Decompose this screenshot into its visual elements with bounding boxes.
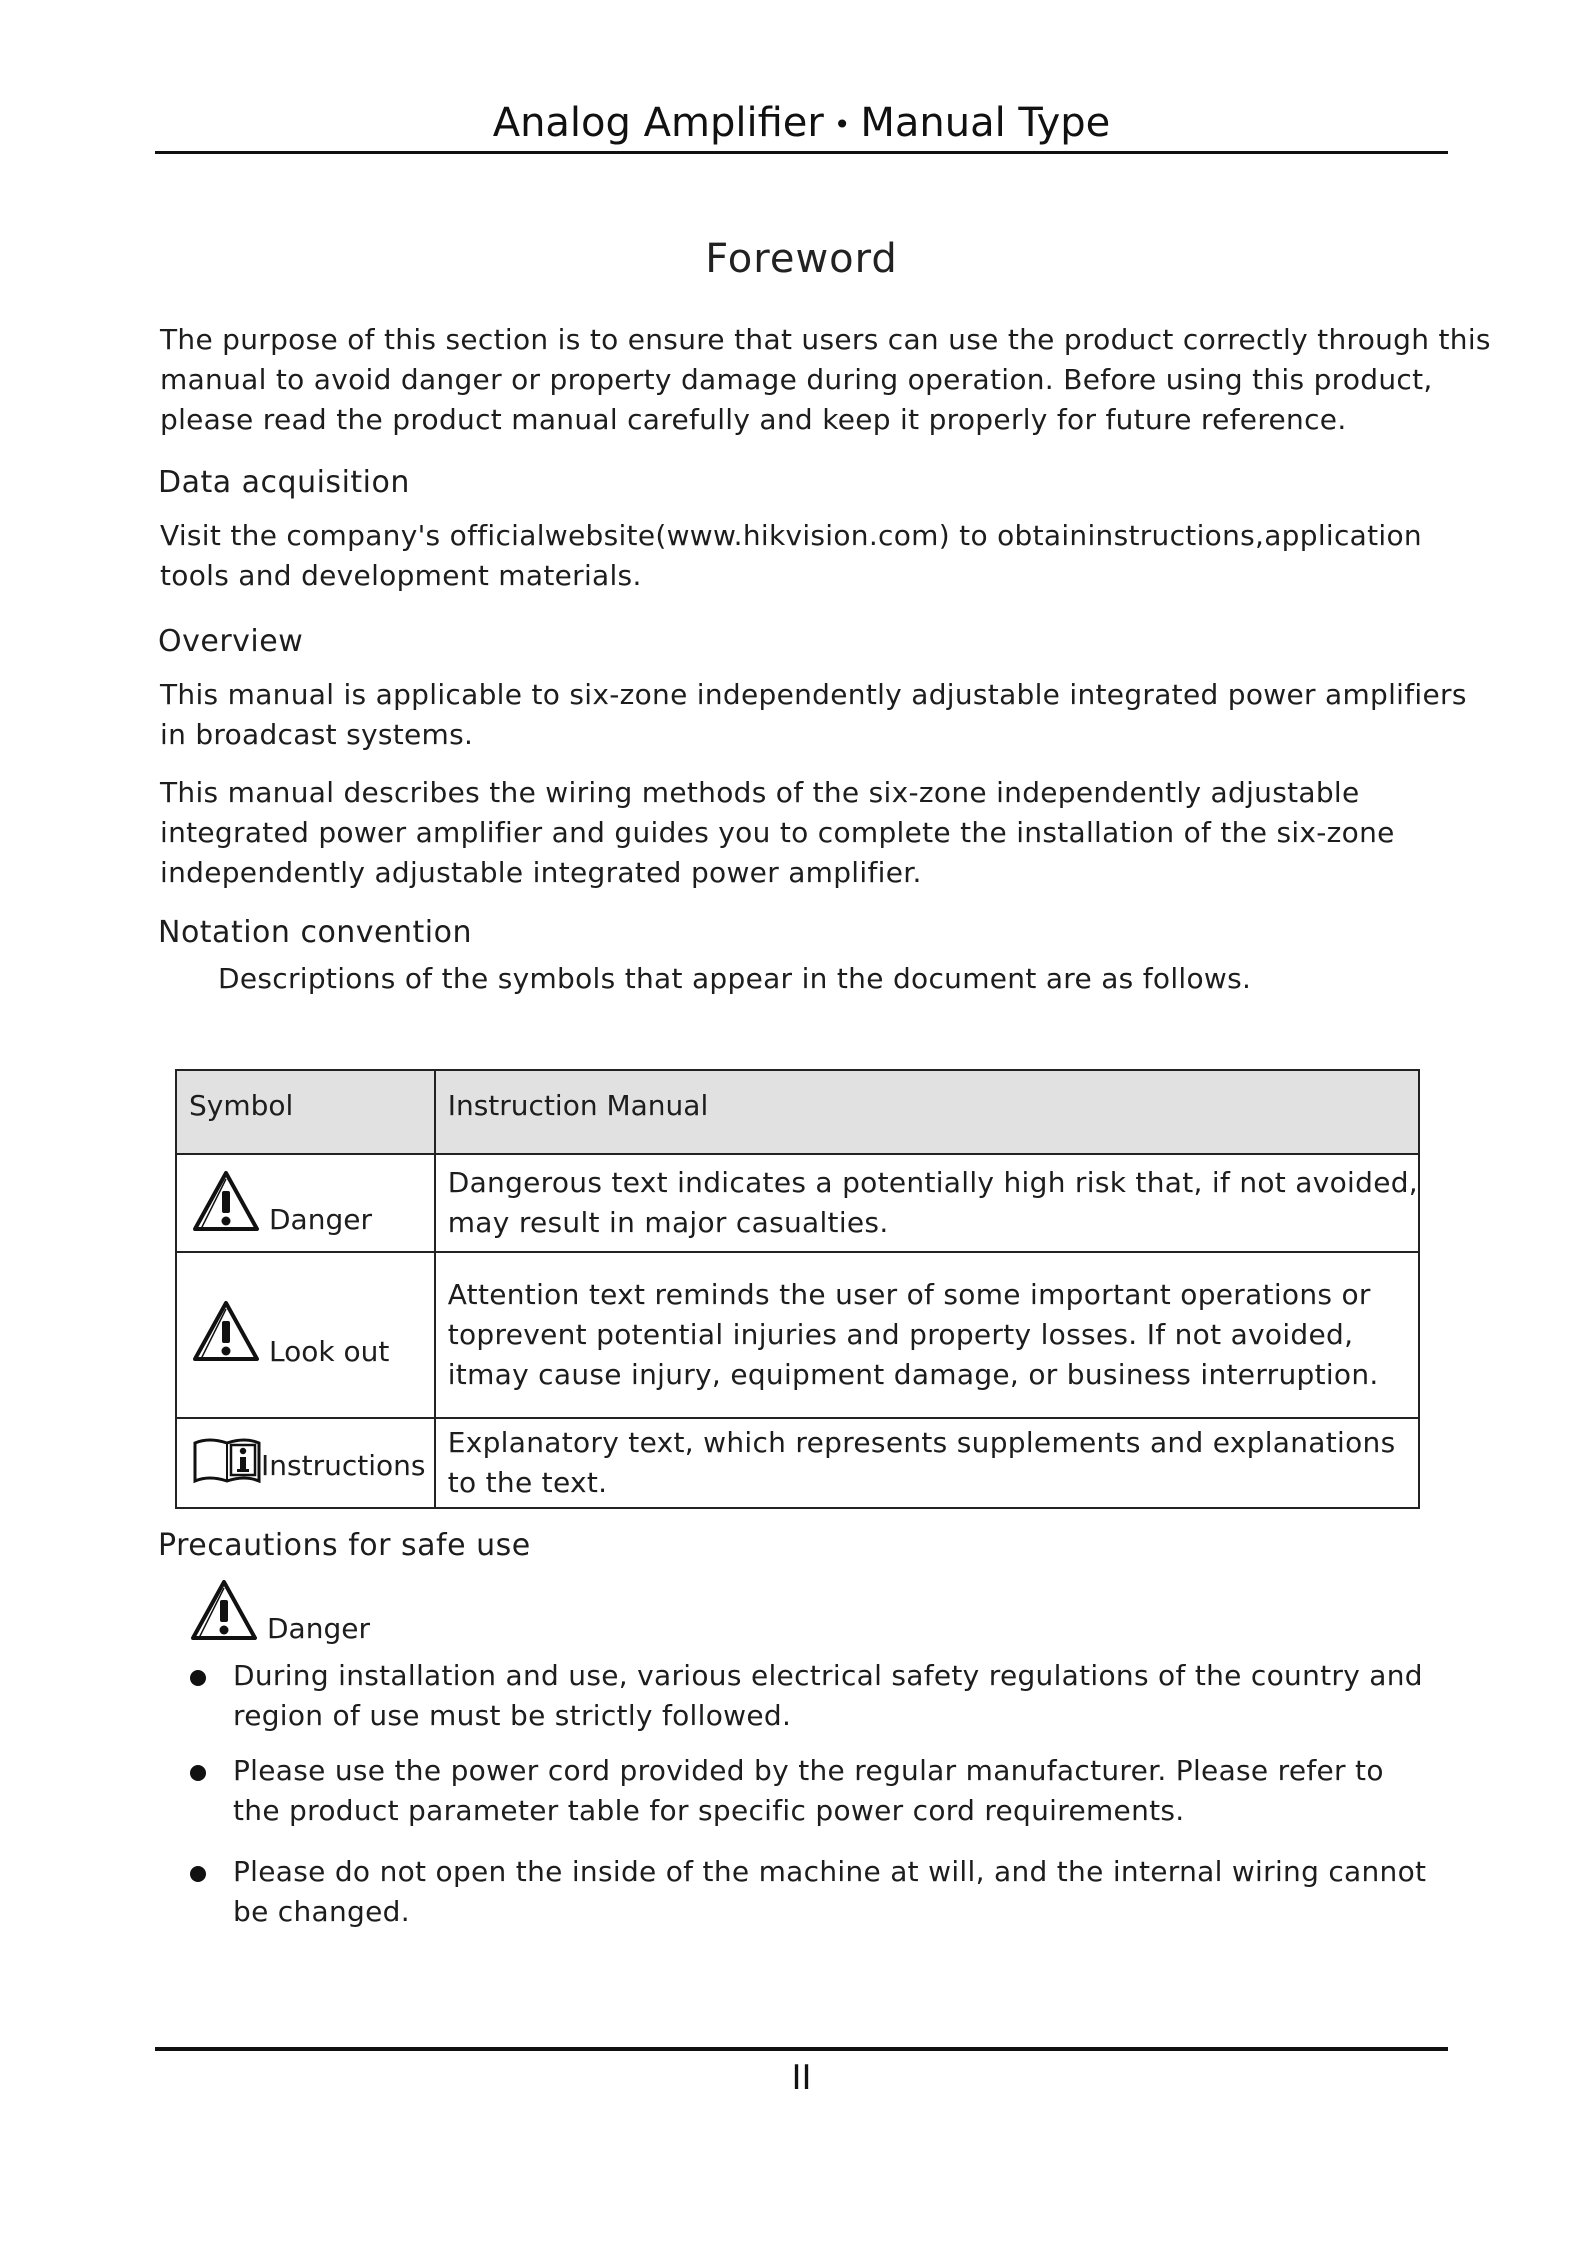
danger-label: Danger <box>267 1612 370 1645</box>
description-line: may result in major casualties. <box>447 1206 889 1239</box>
list-item-line: the product parameter table for specific power cord requirements. <box>233 1794 1185 1827</box>
description-cell <box>435 1418 1419 1508</box>
symbol-cell <box>176 1252 435 1418</box>
description-cell <box>435 1154 1419 1252</box>
description-line: Explanatory text, which represents supplements and explanations <box>447 1426 1396 1459</box>
symbol-label: Instructions <box>261 1449 426 1482</box>
table-header-row <box>176 1070 1419 1154</box>
notation-heading: Notation convention <box>158 915 472 950</box>
page-number: II <box>791 2058 812 2098</box>
intro-line: The purpose of this section is to ensure that users can use the product correctly through this <box>160 323 1491 356</box>
intro-paragraph <box>160 320 1491 440</box>
description-cell <box>435 1252 1419 1418</box>
list-item-line: region of use must be strictly followed. <box>233 1699 792 1732</box>
symbol-label: Danger <box>269 1203 372 1236</box>
overview-line: in broadcast systems. <box>160 718 474 751</box>
data-acquisition-line: tools and development materials. <box>160 559 642 592</box>
notation-intro: Descriptions of the symbols that appear in the document are as follows. <box>218 962 1252 995</box>
table-row <box>176 1154 1419 1252</box>
header-rule <box>155 151 1448 154</box>
footer-rule <box>155 2047 1448 2051</box>
warning-triangle-icon <box>189 1578 259 1642</box>
overview-line: This manual is applicable to six-zone independently adjustable integrated power amplifiers <box>160 678 1467 711</box>
table-row <box>176 1418 1419 1508</box>
description-line: Dangerous text indicates a potentially high risk that, if not avoided, <box>447 1166 1418 1199</box>
list-item-line: Please do not open the inside of the machine at will, and the internal wiring cannot <box>233 1855 1427 1888</box>
description-line: to the text. <box>447 1466 608 1499</box>
header-type: Manual Type <box>860 100 1111 146</box>
instruction-column-header: Instruction Manual <box>435 1070 1419 1154</box>
description-line: Attention text reminds the user of some important operations or <box>447 1278 1371 1311</box>
page-title: Foreword <box>705 236 898 282</box>
description-line: toprevent potential injuries and property losses. If not avoided, <box>447 1318 1354 1351</box>
description-line: itmay cause injury, equipment damage, or business interruption. <box>447 1358 1379 1391</box>
overview-paragraph-1 <box>160 675 1467 755</box>
overview-line: independently adjustable integrated power amplifier. <box>160 856 922 889</box>
book-info-icon <box>191 1435 263 1485</box>
data-acquisition-paragraph <box>160 516 1460 596</box>
symbol-label: Look out <box>269 1335 390 1368</box>
list-item-line: Please use the power cord provided by the regular manufacturer. Please refer to <box>233 1754 1384 1787</box>
list-item-line: be changed. <box>233 1895 410 1928</box>
data-acquisition-heading: Data acquisition <box>158 465 410 500</box>
overview-heading: Overview <box>158 624 304 659</box>
list-item-line: During installation and use, various electrical safety regulations of the country and <box>233 1659 1423 1692</box>
warning-triangle-icon <box>191 1299 261 1363</box>
overview-line: integrated power amplifier and guides you to complete the installation of the six-zone <box>160 816 1395 849</box>
precautions-heading: Precautions for safe use <box>158 1528 531 1563</box>
warning-triangle-icon <box>191 1169 261 1233</box>
intro-line: please read the product manual carefully and keep it properly for future reference. <box>160 403 1347 436</box>
intro-line: manual to avoid danger or property damage during operation. Before using this product, <box>160 363 1433 396</box>
header-product: Analog Amplifier <box>492 100 824 146</box>
header-separator: • <box>833 108 851 141</box>
bullet-icon <box>190 1670 206 1686</box>
symbol-cell <box>176 1154 435 1252</box>
overview-line: This manual describes the wiring methods of the six-zone independently adjustable <box>160 776 1360 809</box>
bullet-icon <box>190 1765 206 1781</box>
running-header <box>155 100 1448 146</box>
symbol-cell <box>176 1418 435 1508</box>
symbol-column-header: Symbol <box>176 1070 435 1154</box>
data-acquisition-line: Visit the company's officialwebsite(www.hikvision.com) to obtaininstructions,application <box>160 519 1422 552</box>
overview-paragraph-2 <box>160 773 1460 893</box>
bullet-icon <box>190 1866 206 1882</box>
symbol-table <box>175 1069 1420 1509</box>
table-row <box>176 1252 1419 1418</box>
